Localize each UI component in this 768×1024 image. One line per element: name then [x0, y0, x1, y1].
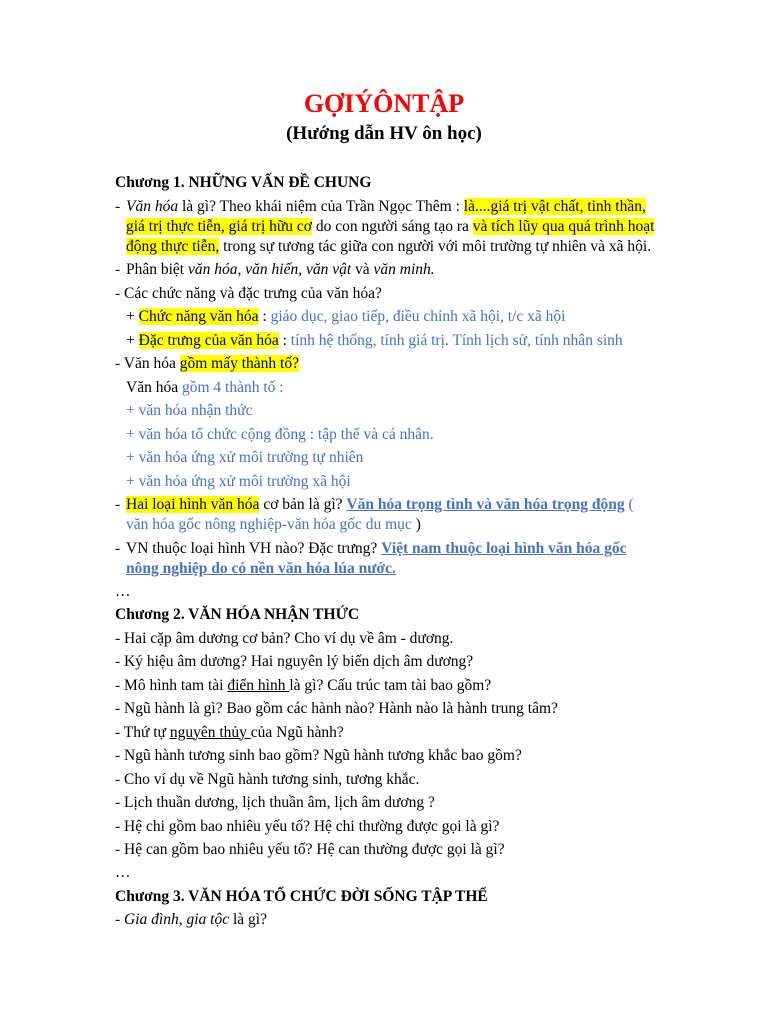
- chapter-2-heading: Chương 2. VĂN HÓA NHẬN THỨC: [115, 606, 360, 623]
- chapter-3-heading: Chương 3. VĂN HÓA TỔ CHỨC ĐỜI SỐNG TẬP THỂ: [115, 887, 488, 905]
- list-item: + văn hóa tổ chức cộng đồng : tập thể và cá nhân.: [126, 425, 434, 443]
- term: Văn hóa: [126, 197, 179, 215]
- page-title: GỢIÝÔNTẬP: [303, 89, 465, 118]
- answer-link[interactable]: Văn hóa trọng tình và văn hóa trọng động: [346, 496, 625, 513]
- list-item: - Lịch thuần dương, lịch thuần âm, lịch âm dương ?: [115, 794, 435, 811]
- list-item: - Ngũ hành là gì? Bao gồm các hành nào? Hành nào là hành trung tâm?: [115, 700, 558, 717]
- chapter-1-heading: Chương 1. NHỮNG VẤN ĐỀ CHUNG: [115, 174, 372, 191]
- ch1-question-components: - Văn hóa gồm mấy thành tố?: [115, 355, 299, 372]
- ch1-question-functions: - Các chức năng và đặc trưng của văn hóa?: [115, 284, 382, 302]
- list-item: - Thứ tự nguyên thủy của Ngũ hành?: [115, 723, 344, 741]
- ch1-answer-functions: + Chức năng văn hóa : giáo dục, giao tiếp, điều chỉnh xã hội, t/c xã hội: [126, 308, 566, 325]
- ellipsis: …: [115, 864, 131, 881]
- list-item: - Hệ chi gồm bao nhiêu yếu tố? Hệ chi thường được gọi là gì?: [115, 817, 500, 835]
- page-subtitle: (Hướng dẫn HV ôn học): [286, 123, 482, 144]
- list-item: - Ngũ hành tương sinh bao gồm? Ngũ hành tương khắc bao gồm?: [115, 747, 522, 764]
- list-item: + văn hóa ứng xử môi trường tự nhiên: [126, 449, 364, 466]
- list-item: - Gia đình, gia tộc là gì?: [115, 911, 267, 928]
- ch1-question-vietnam-type: - VN thuộc loại hình VH nào? Đặc trưng? Việt nam thuộc loại hình văn hóa gốc nông nghiệp do có nền văn hóa lúa nước.: [115, 539, 627, 577]
- list-item: - Ký hiệu âm dương? Hai nguyên lý biến dịch âm dương?: [115, 653, 474, 670]
- list-item: - Mô hình tam tài điển hình là gì? Cấu trúc tam tài bao gồm?: [115, 676, 492, 694]
- list-item: + văn hóa ứng xử môi trường xã hội: [126, 472, 351, 490]
- ellipsis: …: [115, 582, 131, 600]
- list-item: + văn hóa nhận thức: [126, 402, 253, 419]
- document-body: [115, 170, 655, 930]
- ch1-answer-components: Văn hóa gồm 4 thành tố :: [126, 378, 284, 396]
- ch1-question-distinguish: - Phân biệt văn hóa, văn hiến, văn vật và văn minh.: [115, 261, 435, 278]
- highlighted-answer: và tích lũy qua quá trình hoạt động thực tiễn,: [126, 217, 655, 255]
- ch1-question-culture-types: - Hai loại hình văn hóa cơ bản là gì? Văn hóa trọng tình và văn hóa trọng động ( văn hóa gốc nông nghiệp-văn hóa gốc du mục ): [115, 496, 634, 533]
- list-item: - Hệ can gồm bao nhiêu yếu tố? Hệ can thường được gọi là gì?: [115, 841, 505, 858]
- highlighted-answer: là....giá trị vật chất, tinh thần, giá trị thực tiễn, giá trị hữu cơ: [126, 197, 646, 235]
- ch1-question-culture-definition: - Văn hóa là gì? Theo khái niệm của Trần Ngọc Thêm : là....giá trị vật chất, tinh thần, giá trị thực tiễn, giá trị hữu cơ do con người sáng tạo ra và tích lũy qua quá trình hoạt động thực tiễn, trong sự tương tác giữa con người với môi trường tự nhiên và xã hội.: [115, 197, 655, 255]
- answer-link[interactable]: Việt nam thuộc loại hình văn hóa gốc nông nghiệp do có nền văn hóa lúa nước.: [126, 539, 627, 577]
- bullet-dash: -: [115, 197, 121, 215]
- list-item: - Hai cặp âm dương cơ bản? Cho ví dụ về âm - dương.: [115, 629, 454, 647]
- list-item: - Cho ví dụ về Ngũ hành tương sinh, tương khắc.: [115, 770, 420, 788]
- ch1-answer-characteristics: + Đặc trưng của văn hóa : tính hệ thống, tính giá trị. Tính lịch sử, tính nhân sinh: [126, 331, 623, 349]
